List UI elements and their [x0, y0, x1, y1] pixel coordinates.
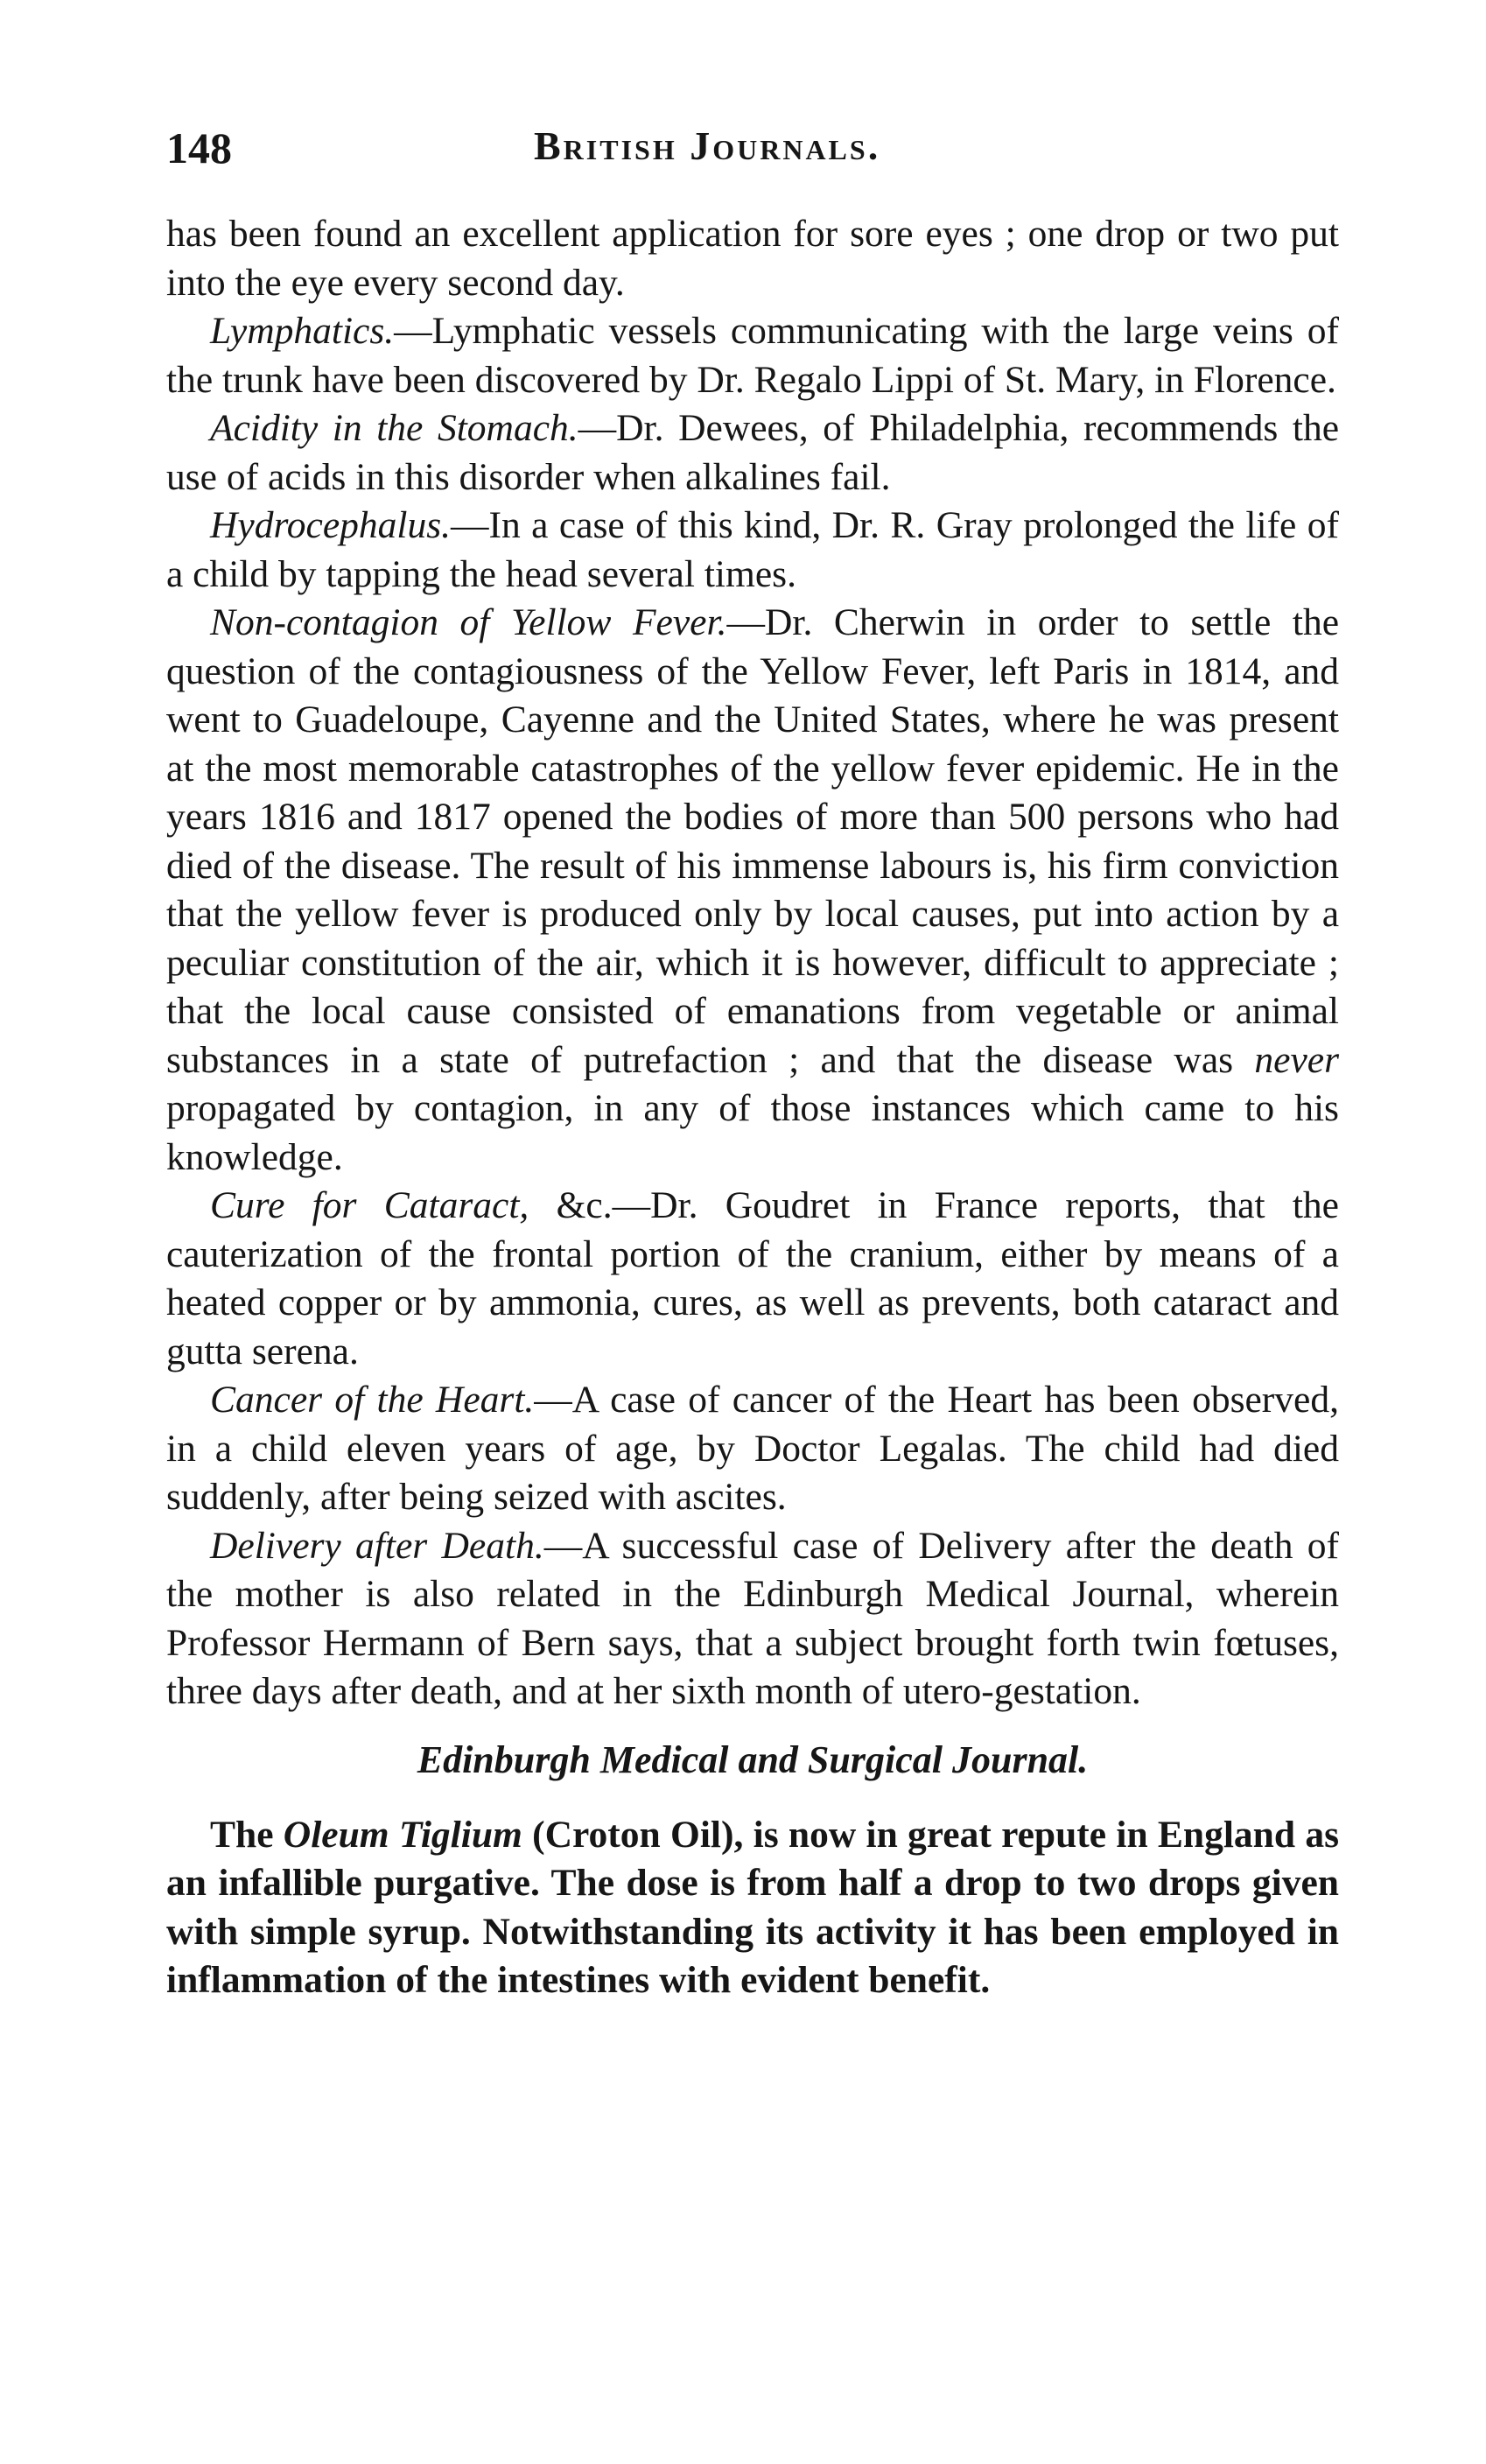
paragraph-text: —Lymphatic vessels communicating with the large veins of the trunk have been discovered by Dr. Regalo Lippi of St. Mary, in Florence.: [166, 310, 1339, 401]
paragraph-heading: Lymphatics.: [210, 310, 395, 352]
paragraph-text: &c.—Dr. Goudret in France reports, that the cauterization of the frontal portion of the cranium, either by means of a heated copper or by ammonia, cures, as well as prevents, both cataract and gutta serena.: [166, 1184, 1339, 1372]
paragraph-text: propagated by contagion, in any of those instances which came to his knowledge.: [166, 1087, 1339, 1178]
emphasis-text: never: [1254, 1038, 1339, 1081]
page-number: 148: [166, 123, 232, 172]
running-title: British Journals.: [534, 123, 881, 168]
paragraph-text: The: [210, 1813, 284, 1856]
paragraph-text: has been found an excellent application for sore eyes ; one drop or two put into the eye every second day.: [166, 213, 1339, 304]
paragraph-lymphatics: [166, 307, 1339, 404]
page: [166, 114, 1339, 2005]
paragraph-cancer-heart: [166, 1376, 1339, 1522]
paragraph-text: —Dr. Dewees, of Philadelphia, recommends the use of acids in this disorder when alkalines fail.: [166, 407, 1339, 498]
paragraph-text: —In a case of this kind, Dr. R. Gray prolonged the life of a child by tapping the head several times.: [166, 504, 1339, 595]
paragraph-text: —Dr. Cherwin in order to settle the question of the contagiousness of the Yellow Fever, left Paris in 1814, and went to Guadeloupe, Cayenne and the United States, where he was present at the most memorable catastrophes of the yellow fever epidemic. He in the years 1816 and 1817 opened the bodies of more than 500 persons who had died of the disease. The result of his immense labours is, his firm conviction that the yellow fever is produced only by local causes, put into action by a peculiar constitution of the air, which it is however, difficult to appreciate ; that the local cause consisted of emanations from vegetable or animal substances in a state of putrefaction ; and that the disease was: [166, 601, 1340, 1081]
paragraph-croton-oil: [166, 1811, 1339, 2005]
paragraph-heading: Hydrocephalus.: [210, 504, 452, 546]
paragraph-delivery: [166, 1522, 1339, 1716]
paragraph-yellow-fever: [166, 599, 1339, 1182]
paragraph-text: (Croton Oil), is now in great repute in England as an infallible purgative. The dose is from half a drop to two drops given with simple syrup. Notwithstanding its activity it has been employed in inflammation of the intestines with evident benefit.: [166, 1813, 1340, 2001]
paragraph-heading: Cancer of the Heart.: [210, 1379, 535, 1421]
paragraph-text: —A case of cancer of the Heart has been observed, in a child eleven years of age, by Doctor Legalas. The child had died suddenly, after being seized with ascites.: [166, 1379, 1339, 1518]
article-body: [166, 210, 1339, 2005]
paragraph-heading: Delivery after Death.: [210, 1524, 544, 1567]
emphasis-text: Oleum Tiglium: [283, 1813, 522, 1856]
paragraph-heading: Cure for Cataract,: [210, 1184, 529, 1226]
running-head: [166, 114, 1339, 175]
paragraph-sore-eyes: [166, 210, 1339, 307]
paragraph-text: —A successful case of Delivery after the death of the mother is also related in the Edinburgh Medical Journal, wherein Professor Hermann of Bern says, that a subject brought forth twin fœtuses, three days after death, and at her sixth month of utero-gestation.: [166, 1524, 1339, 1712]
paragraph-cataract: [166, 1182, 1339, 1376]
section-heading: Edinburgh Medical and Surgical Journal.: [417, 1737, 1089, 1781]
paragraph-heading: Non-contagion of Yellow Fever.: [210, 601, 727, 643]
paragraph-hydrocephalus: [166, 502, 1339, 599]
paragraph-heading: Acidity in the Stomach.: [210, 407, 578, 449]
paragraph-acidity: [166, 404, 1339, 502]
